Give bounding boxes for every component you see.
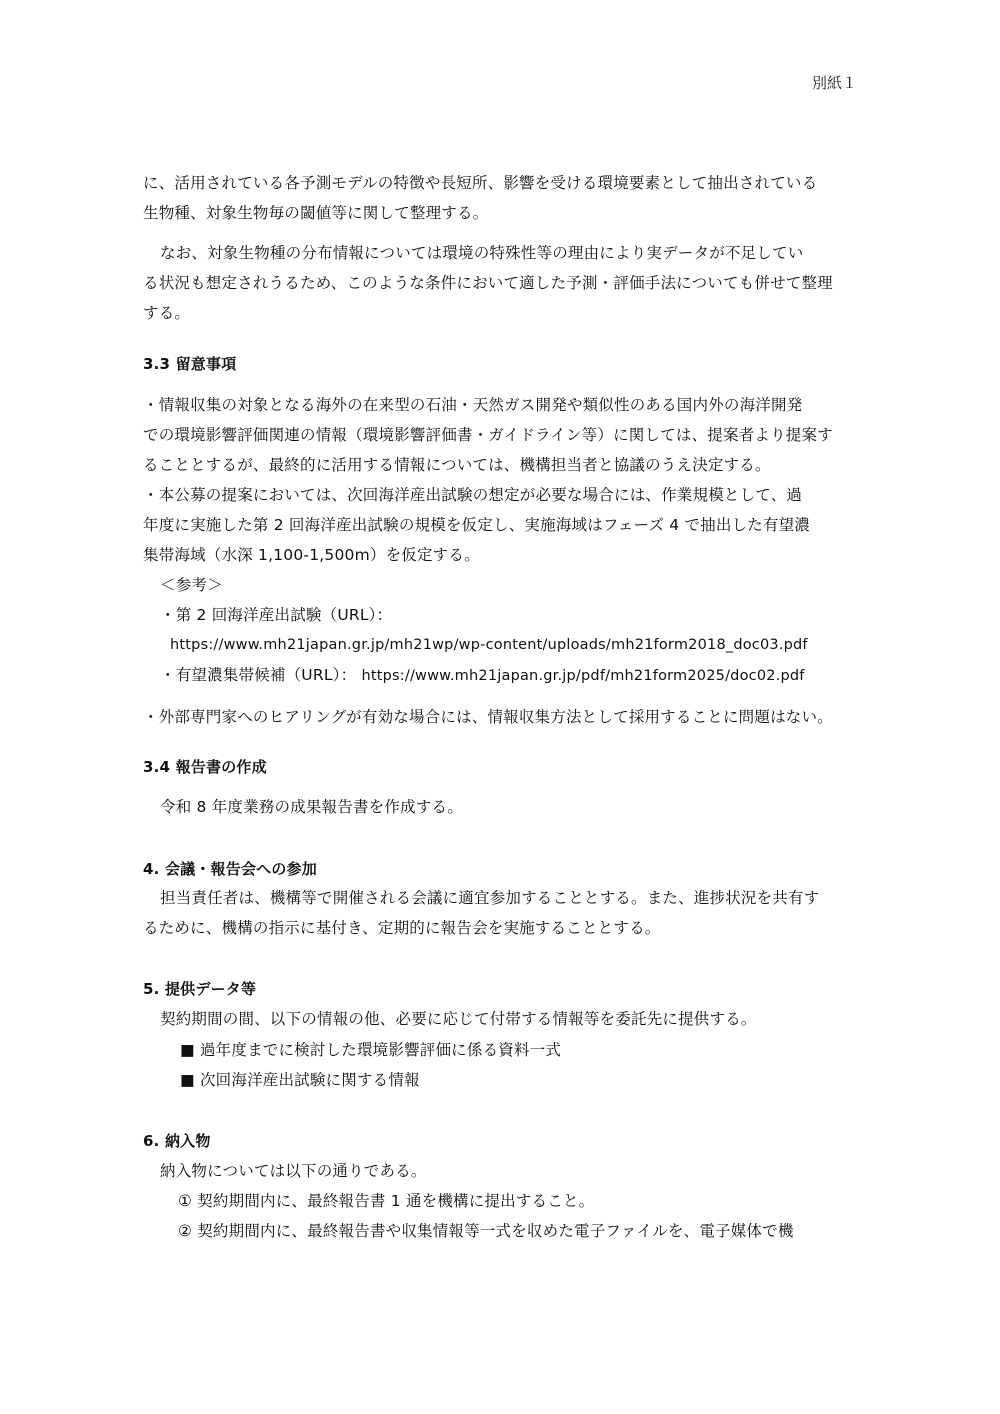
paragraph-line: 担当責任者は、機構等で開催される会議に適宜参加することとする。また、進捗状況を共有す: [160, 889, 820, 907]
annex-label: 別紙１: [811, 74, 857, 92]
paragraph: 納入物については以下の通りである。: [160, 1162, 427, 1180]
list-item: ② 契約期間内に、最終報告書や収集情報等一式を収めた電子ファイルを、電子媒体で機: [178, 1222, 794, 1240]
reference-item: [160, 664, 805, 687]
intro-line: 生物種、対象生物毎の閾値等に関して整理する。: [143, 204, 489, 222]
reference-item-label: ・有望濃集帯候補（URL）：: [160, 666, 357, 684]
bullet-line: 年度に実施した第 2 回海洋産出試験の規模を仮定し、実施海域はフェーズ 4 で抽出した有望濃: [143, 516, 811, 534]
list-item: ■ 次回海洋産出試験に関する情報: [180, 1071, 420, 1089]
intro-line: る状況も想定されうるため、このような条件において適した予測・評価手法についても併せて整理: [143, 274, 833, 292]
section-heading: 5. 提供データ等: [143, 980, 257, 998]
intro-line: する。: [143, 304, 191, 322]
reference-link[interactable]: https://www.mh21japan.gr.jp/mh21wp/wp-content/uploads/mh21form2018_doc03.pdf: [170, 637, 808, 653]
reference-link[interactable]: https://www.mh21japan.gr.jp/pdf/mh21form2025/doc02.pdf: [361, 668, 805, 684]
bullet-line: 集帯海域（水深 1,100-1,500m）を仮定する。: [143, 546, 480, 564]
reference-label: ＜参考＞: [160, 576, 223, 594]
bullet-line: ・本公募の提案においては、次回海洋産出試験の想定が必要な場合には、作業規模として、過: [143, 486, 803, 504]
section-heading: 3.3 留意事項: [143, 355, 237, 373]
bullet-line: ることとするが、最終的に活用する情報については、機構担当者と協議のうえ決定する。: [143, 456, 771, 474]
bullet-line: での環境影響評価関連の情報（環境影響評価書・ガイドライン等）に関しては、提案者より提案す: [143, 426, 833, 444]
section-heading: 4. 会議・報告会への参加: [143, 860, 317, 878]
section-heading: 6. 納入物: [143, 1132, 211, 1150]
paragraph: 令和 8 年度業務の成果報告書を作成する。: [160, 798, 463, 816]
bullet-line: ・外部専門家へのヒアリングが有効な場合には、情報収集方法として採用することに問題はない。: [143, 708, 833, 726]
bullet-line: ・情報収集の対象となる海外の在来型の石油・天然ガス開発や類似性のある国内外の海洋開発: [143, 396, 803, 414]
paragraph: 契約期間の間、以下の情報の他、必要に応じて付帯する情報等を委託先に提供する。: [160, 1010, 757, 1028]
intro-line: に、活用されている各予測モデルの特徴や長短所、影響を受ける環境要素として抽出されている: [143, 174, 818, 192]
reference-item: ・第 2 回海洋産出試験（URL）：: [160, 606, 393, 624]
intro-line: なお、対象生物種の分布情報については環境の特殊性等の理由により実データが不足してい: [160, 244, 804, 262]
list-item: ■ 過年度までに検討した環境影響評価に係る資料一式: [180, 1041, 562, 1059]
section-heading: 3.4 報告書の作成: [143, 758, 267, 776]
paragraph-line: るために、機構の指示に基付き、定期的に報告会を実施することとする。: [143, 919, 661, 937]
list-item: ① 契約期間内に、最終報告書 1 通を機構に提出すること。: [178, 1192, 595, 1210]
